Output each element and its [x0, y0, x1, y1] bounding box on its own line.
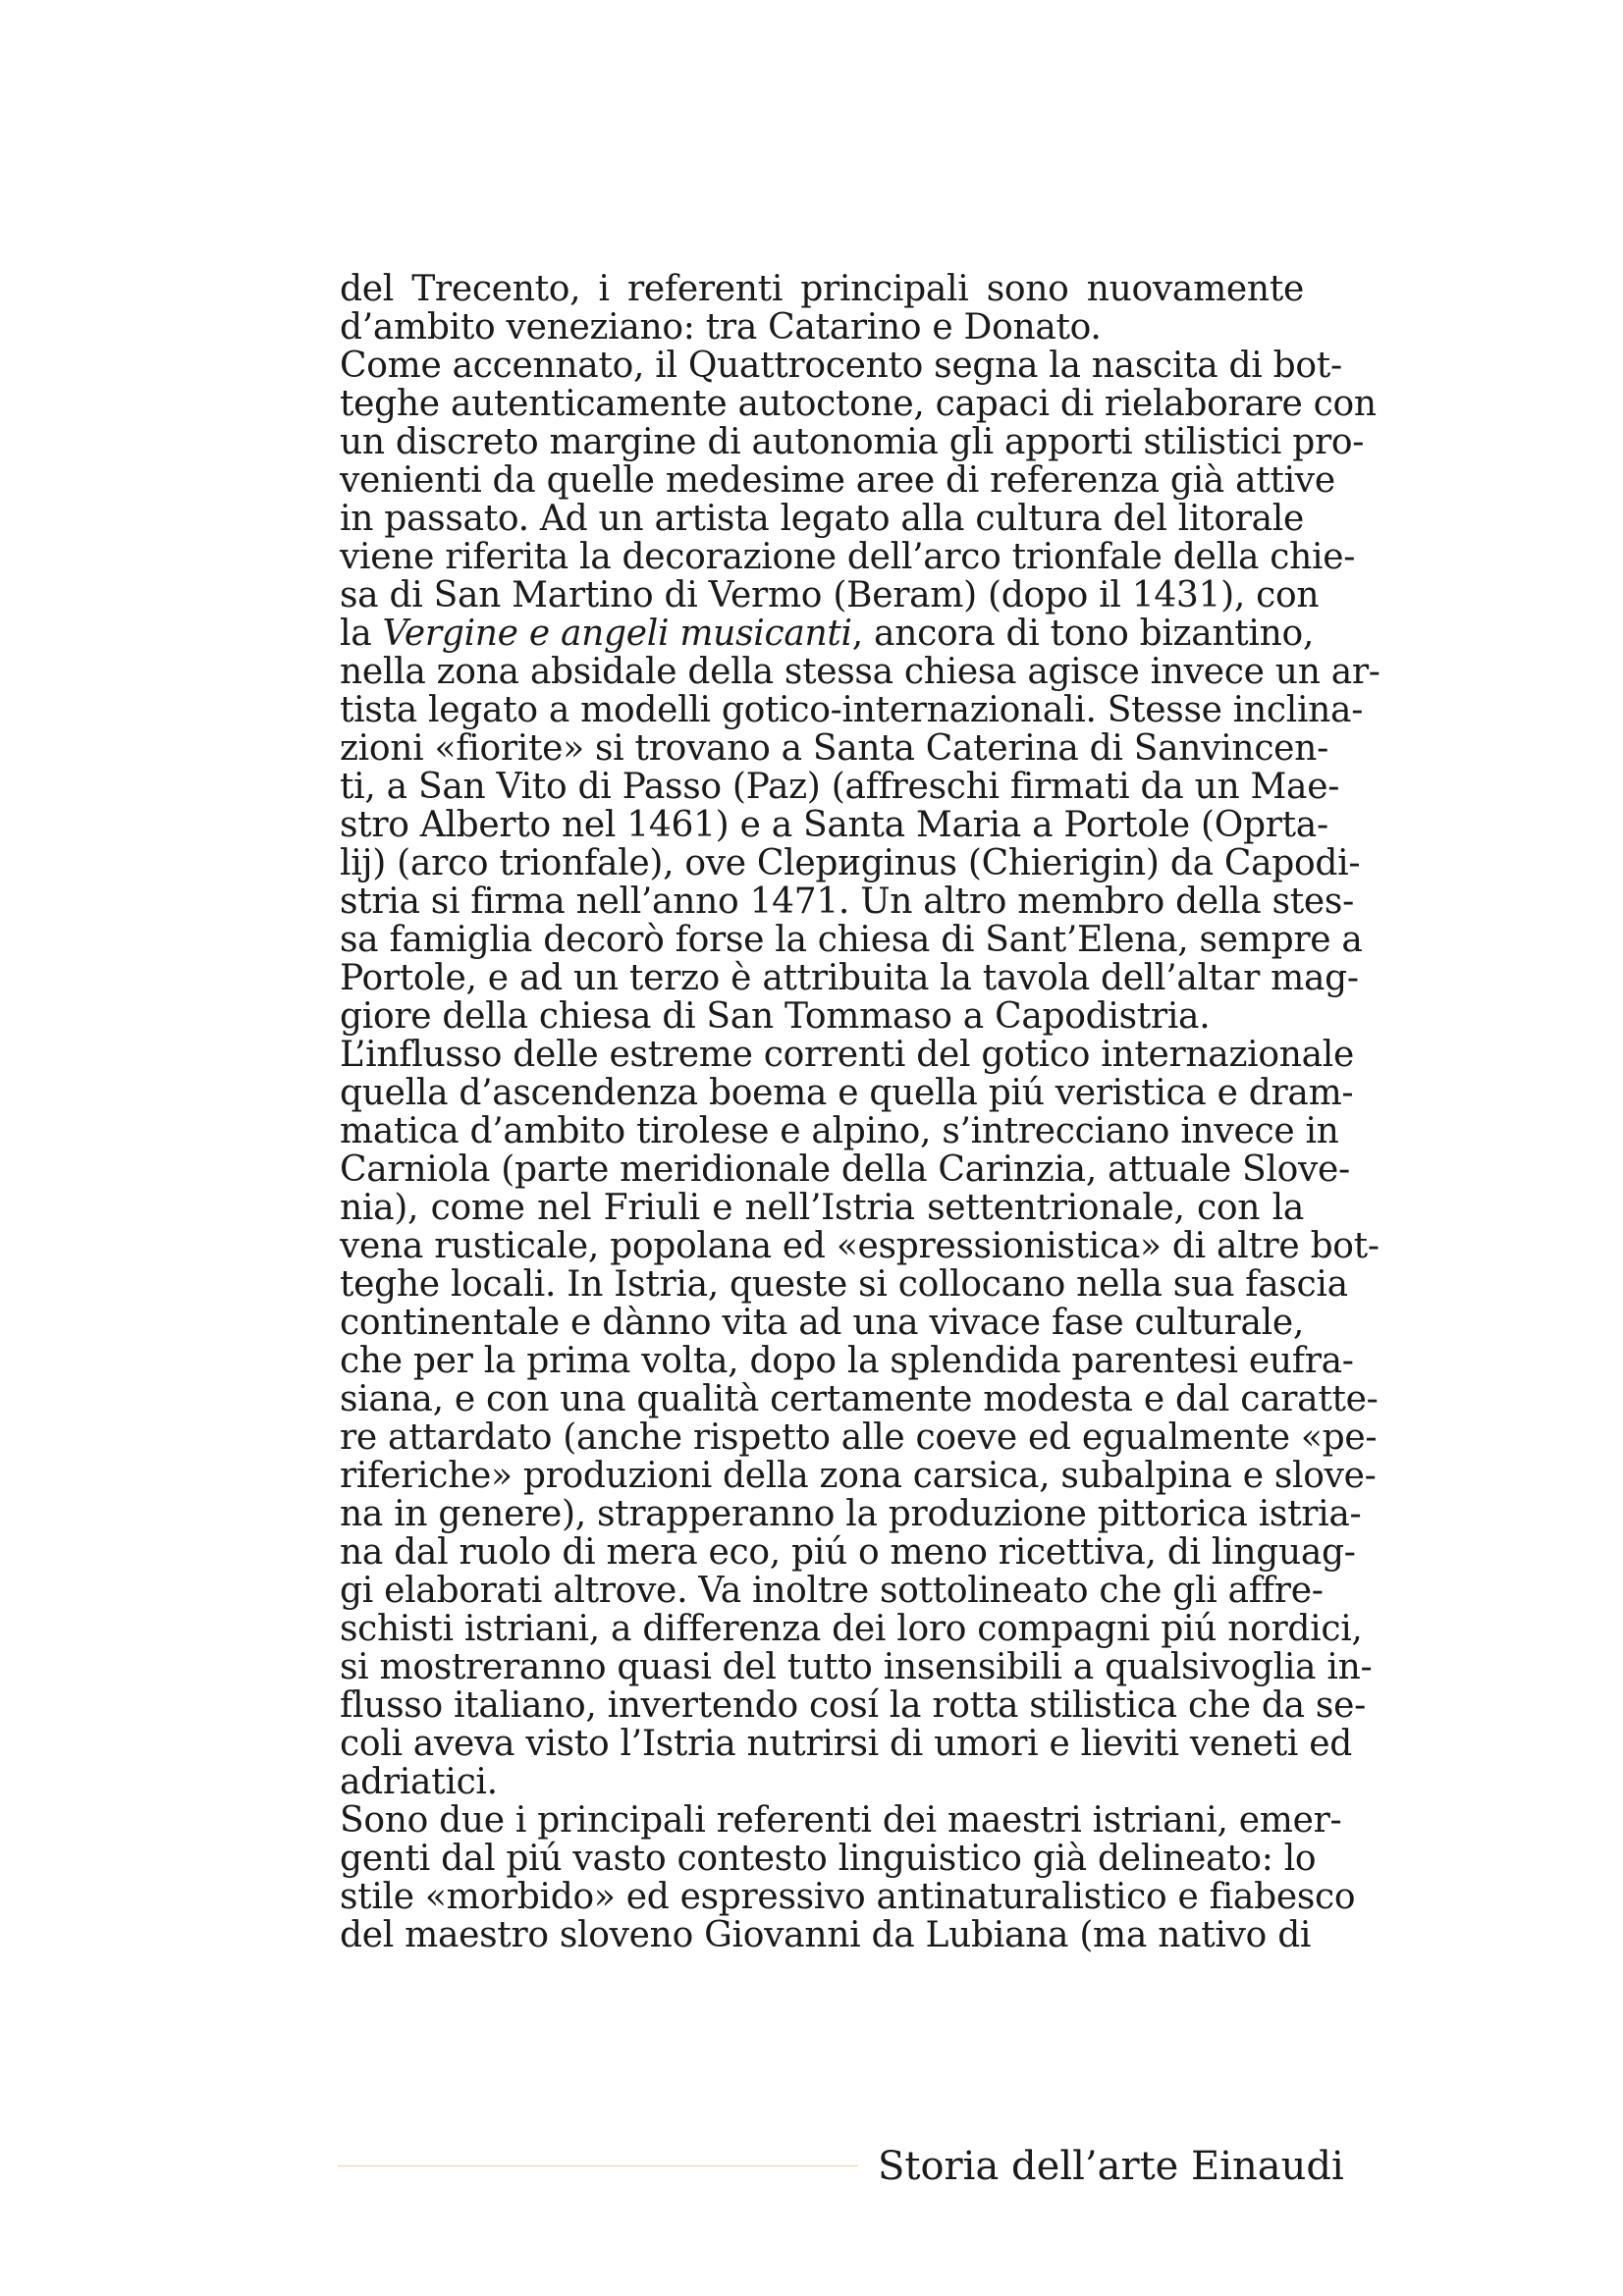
text-line-with-italic-title: [340, 614, 1315, 654]
text-line: L’influsso delle estreme correnti del gotico internazionale: [340, 1035, 1354, 1075]
text-line: matica d’ambito tirolese e alpino, s’intrecciano invece in: [340, 1111, 1339, 1151]
artwork-title: Vergine e angeli musicanti: [382, 614, 852, 654]
text-line: stro Alberto nel 1461) e a Santa Maria a Portole (Oprta-: [340, 805, 1328, 845]
text-line: venienti da quelle medesime aree di referenza già attive: [340, 460, 1335, 501]
text-line: nia), come nel Friuli e nell’Istria settentrionale, con la: [340, 1188, 1304, 1228]
text-line: tista legato a modelli gotico-internazionali. Stesse inclina-: [340, 690, 1364, 730]
body-text: [340, 269, 1380, 1955]
text-line: in passato. Ad un artista legato alla cultura del litorale: [340, 499, 1304, 539]
text-line: Come accennato, il Quattrocento segna la nascita di bot-: [340, 346, 1342, 386]
text-line: teghe autenticamente autoctone, capaci di rielaborare con: [340, 384, 1377, 424]
text-line: vena rusticale, popolana ed «espressionistica» di altre bot-: [340, 1226, 1380, 1266]
text-line: sa di San Martino di Vermo (Beram) (dopo il 1431), con: [340, 575, 1320, 615]
text-line: teghe locali. In Istria, queste si collocano nella sua fascia: [340, 1264, 1348, 1305]
text-line: un discreto margine di autonomia gli apporti stilistici pro-: [340, 422, 1365, 462]
text-line: sa famiglia decorò forse la chiesa di Sant’Elena, sempre a: [340, 920, 1363, 960]
text-line: Carniola (parte meridionale della Carinzia, attuale Slove-: [340, 1149, 1350, 1190]
text-line: nella zona absidale della stessa chiesa agisce invece un ar-: [340, 652, 1380, 692]
text-line: coli aveva visto l’Istria nutrirsi di umori e lieviti veneti ed: [340, 1724, 1353, 1764]
text-line: Portole, e ad un terzo è attribuita la tavola dell’altar mag-: [340, 958, 1359, 998]
text-line: re attardato (anche rispetto alle coeve ed egualmente «pe-: [340, 1417, 1378, 1458]
text-line: zioni «fiorite» si trovano a Santa Caterina di Sanvincen-: [340, 728, 1328, 769]
text-line: stile «morbido» ed espressivo antinaturalistico e fiabesco: [340, 1877, 1356, 1917]
text-line: na in genere), strapperanno la produzione pittorica istria-: [340, 1494, 1362, 1534]
text-line: del Trecento, i referenti principali sono nuovamente: [340, 269, 1304, 309]
text-line: si mostreranno quasi del tutto insensibili a qualsivoglia in-: [340, 1647, 1373, 1687]
footer-publication-title: Storia dell’arte Einaudi: [878, 2144, 1344, 2189]
text-line: lij) (arco trionfale), ove Clериginus (Chierigin) da Capodi-: [340, 843, 1361, 883]
text-line: ti, a San Vito di Passo (Paz) (affreschi firmati da un Mae-: [340, 767, 1340, 807]
text-line: giore della chiesa di San Tommaso a Capodistria.: [340, 996, 1211, 1037]
text-line: schisti istriani, a differenza dei loro compagni piú nordici,: [340, 1609, 1363, 1649]
text-line: na dal ruolo di mera eco, piú o meno ricettiva, di linguag-: [340, 1532, 1356, 1573]
text-fragment: la: [340, 614, 383, 654]
text-fragment: , ancora di tono bizantino,: [851, 614, 1315, 654]
text-line: riferiche» produzioni della zona carsica, subalpina e slove-: [340, 1456, 1377, 1496]
text-line: Sono due i principali referenti dei maestri istriani, emer-: [340, 1800, 1342, 1841]
text-line: che per la prima volta, dopo la splendida parentesi eufra-: [340, 1341, 1354, 1381]
text-line: continentale e dànno vita ad una vivace fase culturale,: [340, 1303, 1304, 1343]
text-line: flusso italiano, invertendo cosí la rotta stilistica che da se-: [340, 1685, 1366, 1726]
text-line: genti dal piú vasto contesto linguistico già delineato: lo: [340, 1839, 1317, 1879]
text-line: d’ambito veneziano: tra Catarino e Donato.: [340, 307, 1102, 347]
text-line: stria si firma nell’anno 1471. Un altro membro della stes-: [340, 881, 1354, 922]
text-line: viene riferita la decorazione dell’arco trionfale della chie-: [340, 537, 1356, 577]
text-line: gi elaborati altrove. Va inoltre sottolineato che gli affre-: [340, 1571, 1324, 1611]
text-line: adriatici.: [340, 1762, 498, 1802]
text-line: del maestro sloveno Giovanni da Lubiana (ma nativo di: [340, 1915, 1312, 1955]
text-line: quella d’ascendenza boema e quella piú veristica e dram-: [340, 1073, 1354, 1113]
footer-divider: [338, 2165, 858, 2166]
text-line: siana, e con una qualità certamente modesta e dal caratte-: [340, 1379, 1379, 1419]
